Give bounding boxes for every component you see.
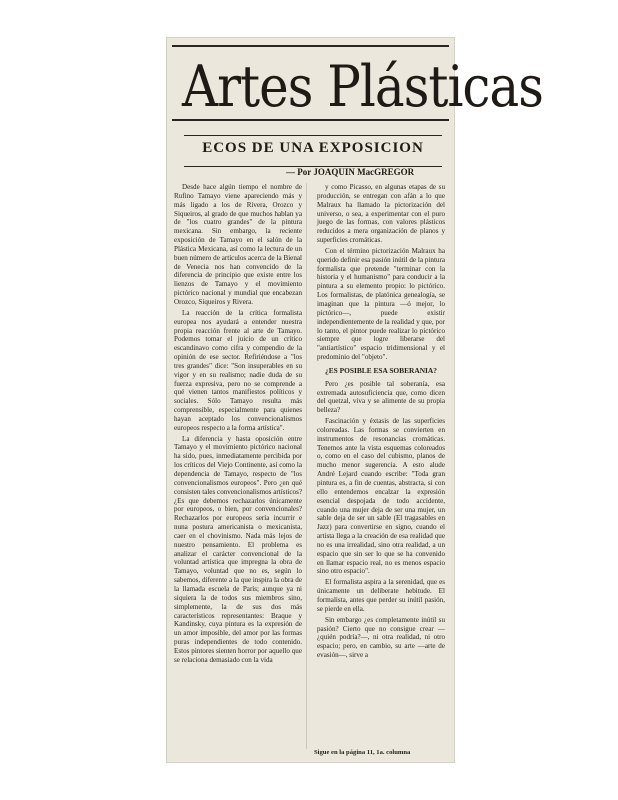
paragraph: La reacción de la crítica formalista europea nos ayudará a entender nuestra propia reacción frente al arte de Tamayo. Podemos tomar el juicio de un crítico escandinavo como cifra y compendio de la opinión de ese sector. Refiriéndose a "los tres grandes" dice: "Son insuperables en su vigor y en su realismo; nadie duda de su fuerza expresiva, pero no se comprende a qué vienen tantos manifiestos políticos y sociales. Sólo Tamayo resulta más comprensible, especialmente para quienes hayan aceptado los convencionalismos europeos respecto a la forma artística". <box>174 308 302 432</box>
continuation-note: Sigue en la página 11, 1a. columna <box>314 749 411 756</box>
paragraph: El formalista aspira a la serenidad, que es únicamente un deliberate hebitude. El formalista, antes que perder su inútil pasión, se pierde en ella. <box>317 578 445 613</box>
paragraph: Con el término pictorización Malraux ha querido definir esa pasión inútil de la pintura formalista que pretende "terminar con la historia y el humanismo" para conducir a la pintura a su elemento propio: lo pictórico. Los formalistas, de platónica genealogía, se imaginan que la pintura —ó mejor, lo pictórico—, puede existir independientemente de la realidad y que, por lo tanto, el pintor puede realizar lo pictórico siempre que logre liberarse del "antiartístico" espacio tridimensional y el predominio del "objeto". <box>317 246 445 362</box>
paragraph: La diferencia y hasta oposición entre Tamayo y el movimiento pictórico nacional ha sido, pues, inmediatamente percibida por los críticos del Viejo Continente, así como la dependencia de Tamayo, respecto de "los convencionalismos europeos". Pero ¿en qué consisten tales convencionalismos artísticos? ¿Es que debemos rechazarlos únicamente por europeos, o bien, por convencionales? Rechazarlos por europeos sería incurrir e nuna postura americanista o mexicanista, caer en el chovinismo. Nada más lejos de nuestro pensamiento. El problema es analizar el carácter convencional de la voluntad artística que impregna la obra de Tamayo, voluntad que no es, según lo sabemos, diferente a la que inspira la obra de la llamada escuela de París; aunque ya ni siquiera la de todos sus miembros sino, simplemente, la de sus dos más característicos representantes: Braque y Kandinsky, cuya pintura es la expresión de un amor imposible, del amor por las formas puras independientes de todo contenido. Estos pintores sienten horror por aquello que se relaciona demasiado con la vida <box>174 434 302 664</box>
left-column <box>174 183 302 755</box>
section-masthead <box>172 45 543 121</box>
article-headline: ECOS DE UNA EXPOSICION <box>202 140 424 156</box>
paragraph: y como Picasso, en algunas etapas de su producción, se entregan con afán a lo que Malraux ha llamado la pictorización del universo, o sea, a experimentar con el puro juego de las formas, con valores plásticos reducidos a mera organización de planos y superficies cromáticas. <box>317 183 445 245</box>
paragraph: Fascinación y éxtasis de las superficies coloreadas. Las formas se convierten en instrumentos de resonancias cromáticas. Tenemos ante la vista esquemas coloreados o, como en el caso del cubismo, planos de mucho menor sugerencia. A esto alude André Lejard cuando escribe: "Toda gran pintura es, a fin de cuentas, abstracta, si con ello entendemos encalzar la expresión esencial despojada de todo accidente, cuando una mujer deja de ser una mujer, un sable deja de ser un sable (El tragasables en Jazz) para convertirse en signo, cuando el artista llega a la creación de esa realidad que no es una irrealidad, sino otra realidad, a un espacio que sin ser lo que se ha convenido en llamar espacio real, no es menos espacio sino otro espacio". <box>317 417 445 576</box>
paragraph: Sin embargo ¿es completamente inútil su pasión? Cierto que no consigue crear —¿quién podría?—, ni otra realidad, ni otro espacio; pero, en cambio, su arte —arte de evasión—, sirve a <box>317 615 445 660</box>
article-subhead: ¿ES POSIBLE ESA SOBERANIA? <box>325 365 437 375</box>
section-title: Artes Plásticas <box>182 53 543 120</box>
right-column <box>317 183 445 755</box>
newspaper-clipping <box>166 37 543 763</box>
headline-box <box>184 135 442 167</box>
paragraph: Pero ¿es posible tal soberanía, esa extremada autosuficiencia que, como dicen del quetzal, viva y se alimente de su propia belleza? <box>317 379 445 415</box>
article-byline: — Por JOAQUIN MacGREGOR <box>286 167 415 177</box>
column-divider <box>306 183 307 749</box>
paragraph: Desde hace algún tiempo el nombre de Rufino Tamayo viene apareciendo más y más ligado a los de Rivera, Orozco y Siqueiros, al grado de que muchos hablan ya de "los cuatro grandes" de la pintura mexicana. Sin embargo, la reciente exposición de Tamayo en el salón de la Plástica Mexicana, así como la lectura de un buen número de artículos acerca de la Bienal de Venecia nos han convencido de la diferencia de principio que existe entre los lienzos de Tamayo y el movimiento pictórico nacional y mundial que encabezan Orozco, Siqueiros y Rivera. <box>174 183 302 306</box>
